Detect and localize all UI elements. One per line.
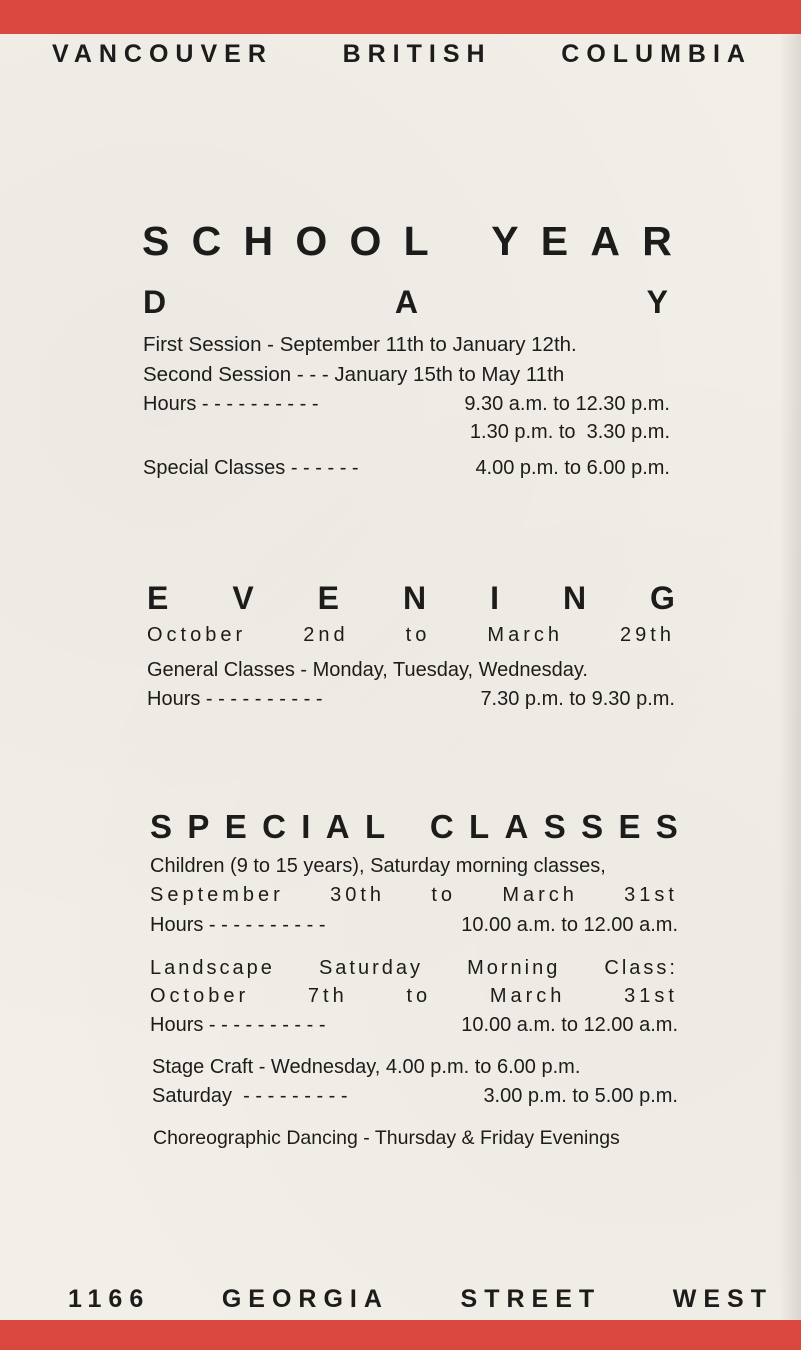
day-special-row — [143, 455, 670, 481]
title-letter: L — [403, 218, 429, 264]
evening-general-classes: General Classes - Monday, Tuesday, Wednesday. — [147, 659, 588, 681]
page-edge-shadow — [779, 0, 801, 1350]
special-children: Children (9 to 15 years), Saturday morning classes, — [150, 855, 606, 877]
date-word: 31st — [624, 985, 678, 1007]
day-first-session: First Session - September 11th to January 12th. — [143, 333, 577, 356]
title-letter: A — [590, 218, 621, 264]
title-letter: R — [642, 218, 672, 264]
title-letter: E — [317, 580, 339, 616]
landscape-word: Landscape — [150, 957, 275, 979]
title-letter: A — [504, 808, 529, 845]
school-year-title — [142, 218, 672, 268]
title-letter: E — [618, 808, 641, 845]
title-letter: Y — [491, 218, 519, 264]
special-saturday-time: 3.00 p.m. to 5.00 p.m. — [483, 1085, 678, 1107]
title-letter: E — [224, 808, 247, 845]
date-word: 7th — [307, 985, 348, 1007]
landscape-word: Class: — [604, 957, 678, 979]
day-special-time: 4.00 p.m. to 6.00 p.m. — [475, 457, 670, 479]
title-letter: G — [650, 580, 675, 616]
header-city-line — [52, 40, 752, 72]
special-children-hours-time: 10.00 a.m. to 12.00 a.m. — [461, 914, 678, 936]
date-word: to — [431, 884, 457, 906]
footer-word: WEST — [672, 1285, 773, 1313]
title-letter: O — [349, 218, 382, 264]
date-word: September — [150, 884, 284, 906]
day-second-session: Second Session - - - January 15th to May 11th — [143, 363, 565, 386]
title-letter: L — [469, 808, 490, 845]
landscape-word: Morning — [467, 957, 561, 979]
title-letter: E — [147, 580, 169, 616]
header-word: VANCOUVER — [52, 40, 273, 68]
title-letter: C — [429, 808, 454, 845]
date-word: 29th — [620, 624, 675, 646]
title-space — [400, 808, 414, 852]
title-letter: I — [301, 808, 311, 845]
title-letter: C — [191, 218, 222, 264]
footer-word: 1166 — [68, 1285, 151, 1313]
date-word: 31st — [624, 884, 678, 906]
title-letter: A — [325, 808, 350, 845]
special-stage-craft: Stage Craft - Wednesday, 4.00 p.m. to 6.00 p.m. — [152, 1056, 581, 1078]
title-letter: N — [562, 580, 587, 616]
special-children-dates — [150, 882, 678, 908]
title-letter: C — [262, 808, 286, 845]
special-children-hours-row — [150, 912, 678, 938]
special-landscape-hours-time: 10.00 a.m. to 12.00 a.m. — [461, 1014, 678, 1036]
title-letter: P — [187, 808, 210, 845]
title-letter: L — [364, 808, 386, 845]
title-letter: N — [402, 580, 427, 616]
header-word: BRITISH — [342, 40, 492, 68]
title-letter: S — [655, 808, 678, 845]
title-letter: V — [232, 580, 254, 616]
date-word: March — [502, 884, 578, 906]
title-letter: S — [543, 808, 566, 845]
day-hours-row — [143, 391, 670, 417]
title-letter: E — [540, 218, 569, 264]
special-choreographic: Choreographic Dancing - Thursday & Friday Evenings — [153, 1127, 620, 1149]
landscape-word: Saturday — [318, 957, 423, 979]
day-title — [143, 284, 668, 326]
top-red-band — [0, 0, 801, 34]
title-letter: I — [490, 580, 499, 616]
footer-address-line — [68, 1285, 773, 1317]
title-letter: Y — [646, 284, 668, 320]
day-hours-label: Hours - - - - - - - - - - — [143, 393, 319, 415]
day-special-label: Special Classes - - - - - - — [143, 457, 359, 479]
date-word: March — [487, 624, 563, 646]
evening-hours-row — [147, 686, 675, 712]
title-letter: A — [394, 284, 418, 320]
special-classes-title — [150, 808, 678, 852]
evening-hours-time: 7.30 p.m. to 9.30 p.m. — [480, 688, 675, 710]
title-letter: S — [150, 808, 173, 845]
date-word: March — [489, 985, 566, 1007]
title-letter: D — [143, 284, 167, 320]
header-word: COLUMBIA — [561, 40, 752, 68]
evening-hours-label: Hours - - - - - - - - - - — [147, 688, 323, 710]
special-saturday-label: Saturday - - - - - - - - - — [152, 1085, 348, 1107]
date-word: 2nd — [303, 624, 349, 646]
special-landscape-hours-label: Hours - - - - - - - - - - — [150, 1014, 326, 1036]
title-letter: S — [581, 808, 604, 845]
special-landscape-dates — [150, 983, 678, 1009]
footer-word: GEORGIA — [221, 1285, 389, 1313]
evening-dates — [147, 622, 675, 648]
special-children-hours-label: Hours - - - - - - - - - - — [150, 914, 326, 936]
special-landscape-hours-row — [150, 1012, 678, 1038]
evening-title — [147, 580, 675, 622]
day-hours-morning: 9.30 a.m. to 12.30 p.m. — [464, 393, 670, 415]
bottom-red-band — [0, 1320, 801, 1350]
day-hours-afternoon: 1.30 p.m. to 3.30 p.m. — [469, 421, 670, 443]
date-word: to — [406, 985, 432, 1007]
date-word: to — [405, 624, 431, 646]
title-letter: O — [295, 218, 328, 264]
footer-word: STREET — [460, 1285, 602, 1313]
title-letter: H — [243, 218, 274, 264]
special-saturday-row — [152, 1083, 678, 1109]
date-word: 30th — [330, 884, 386, 906]
date-word: October — [147, 624, 247, 646]
special-landscape — [150, 955, 678, 981]
title-space — [451, 218, 469, 268]
title-letter: S — [142, 218, 170, 264]
date-word: October — [150, 985, 250, 1007]
